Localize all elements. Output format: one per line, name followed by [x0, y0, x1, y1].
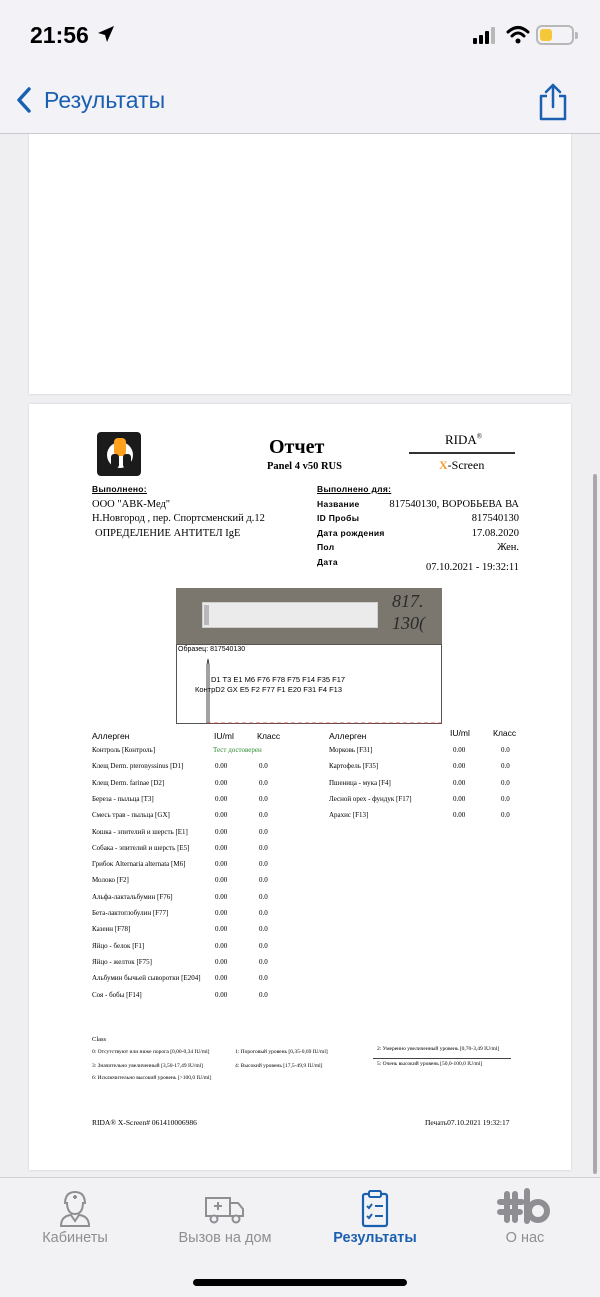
share-icon: [536, 82, 570, 122]
battery-icon: [536, 25, 574, 45]
org-name: ООО "АВК-Мед": [92, 499, 171, 510]
plot-sample-label: Образец: 817540130: [178, 646, 246, 653]
allergen-iu-value: 0.00: [215, 925, 228, 934]
legend-class-6: 6: Исключительно высокий уровень [>100,0 IU/ml]: [92, 1075, 212, 1081]
back-button[interactable]: [16, 86, 165, 114]
status-time: 21:56: [30, 22, 89, 48]
tab-home-visit[interactable]: Вызов на дом: [150, 1178, 300, 1258]
allergen-class-value: 0.0: [259, 941, 268, 950]
allergen-class-value: 0.0: [501, 811, 510, 820]
org-address: Н.Новгород , пер. Спортсменский д.12: [92, 513, 265, 524]
cellular-signal-icon: [473, 27, 497, 49]
allergen-iu-value: 0.00: [453, 778, 466, 787]
status-bar: [0, 0, 600, 72]
allergen-iu-value: 0.00: [215, 909, 228, 917]
back-button-label: Результаты: [44, 86, 166, 113]
allergen-name: Контроль [Контроль]: [92, 746, 156, 754]
info-row-birth-date: Дата рождения 17.08.2020: [317, 528, 519, 539]
allergen-iu-value: Тест достоверен: [213, 746, 262, 754]
allergen-name: Грибок Alternaria alternata [M6]: [92, 860, 186, 869]
test-name: ОПРЕДЕЛЕНИЕ АНТИТЕЛ IgE: [95, 528, 241, 539]
allergen-name: Соя - бобы [F14]: [92, 990, 142, 999]
col-header-iu: IU/ml: [214, 731, 234, 741]
table-row: [92, 762, 292, 774]
footer-device-id: RIDA® X-Screen# 061410006986: [92, 1118, 197, 1127]
allergen-name: Собака - эпителий и шерсть [E5]: [92, 843, 190, 852]
plot-labels-row-2: КонтрD2 GX E5 F2 F77 F1 E20 F31 F4 F13: [195, 685, 343, 694]
lab-logo-icon: [97, 432, 141, 476]
table-row: [92, 746, 292, 758]
table-row: [92, 974, 292, 986]
performed-for-label: Выполнено для:: [317, 484, 392, 494]
legend-title: Class: [92, 1036, 107, 1043]
table-row: [92, 860, 292, 872]
allergen-class-value: 0.0: [259, 794, 268, 803]
allergen-iu-value: 0.00: [453, 762, 466, 771]
legend-class-3: 3: Значительно увеличенный [3,50-17,49 IU/ml]: [92, 1063, 204, 1069]
allergen-class-value: 0.0: [259, 778, 268, 787]
allergen-name: Береза - пыльца [T3]: [92, 794, 154, 803]
allergen-class-value: 0.0: [259, 876, 268, 885]
allergen-iu-value: 0.00: [215, 974, 228, 983]
allergen-class-value: 0.0: [259, 909, 268, 917]
col-header-allergen: Аллерген: [92, 731, 130, 741]
truck-icon: [203, 1188, 247, 1233]
allergen-class-value: 0.0: [501, 746, 510, 754]
allergen-name: Смесь трав - пыльца [GX]: [92, 811, 170, 820]
table-row: [92, 828, 292, 840]
wifi-icon: [506, 25, 530, 50]
allergen-iu-value: 0.00: [215, 811, 228, 820]
table-row: [329, 795, 529, 807]
info-row-name: Название 817540130, ВОРОБЬЕВА ВА: [317, 499, 519, 510]
table-row: [92, 811, 292, 823]
tab-about[interactable]: О нас: [450, 1178, 600, 1258]
allergen-class-value: 0.0: [259, 925, 268, 934]
allergen-iu-value: 0.00: [453, 811, 466, 820]
table-row: [92, 893, 292, 905]
table-row: [92, 876, 292, 888]
allergen-iu-value: 0.00: [215, 892, 228, 901]
allergen-name: Альбумин бычьей сыворотки [E204]: [92, 974, 201, 983]
allergen-iu-value: 0.00: [215, 860, 228, 869]
plot-labels-row-1: D1 T3 E1 M6 F76 F78 F75 F14 F35 F17: [211, 675, 346, 684]
allergen-name: Картофель [F35]: [329, 762, 379, 771]
allergen-name: Бета-лактоглобулин [F77]: [92, 909, 169, 917]
tab-cabinets[interactable]: Кабинеты: [0, 1178, 150, 1258]
allergen-name: Клещ Derm. pteronyssinus [D1]: [92, 762, 184, 771]
tab-results[interactable]: Результаты: [300, 1178, 450, 1258]
allergen-class-value: 0.0: [501, 762, 510, 771]
col-header-class-2: Класс: [493, 728, 517, 738]
allergen-iu-value: 0.00: [215, 990, 228, 999]
allergen-name: Лесной орех - фундук [F17]: [329, 794, 412, 803]
share-button[interactable]: [536, 82, 570, 127]
allergen-class-value: 0.0: [259, 762, 268, 771]
table-row: [329, 746, 529, 758]
legend-class-0: 0: Отсутствуют или ниже порога [0,00-0,34 IU/ml]: [92, 1049, 210, 1055]
allergen-class-value: 0.0: [259, 974, 268, 983]
allergen-name: Арахис [F13]: [329, 811, 369, 820]
document-viewer[interactable]: [0, 134, 600, 1177]
table-row: [329, 811, 529, 823]
signal-plot: [176, 644, 442, 724]
report-title: Отчет: [269, 436, 325, 458]
allergen-name: Яйцо - желток [F75]: [92, 957, 153, 966]
allergen-iu-value: 0.00: [215, 843, 228, 852]
navigation-bar: [0, 72, 600, 134]
footer-print-date: Печать07.10.2021 19:32:17: [425, 1118, 510, 1127]
table-row: [92, 795, 292, 807]
legend-class-5: 5: Очень высокий уровень [50,0-100,0 IU/ml]: [377, 1061, 483, 1067]
allergen-class-value: 0.0: [259, 827, 268, 836]
allergen-class-value: 0.0: [259, 860, 268, 869]
allergen-iu-value: 0.00: [215, 941, 228, 950]
allergen-iu-value: 0.00: [215, 778, 228, 787]
allergen-name: Кошка - эпителий и шерсть [E1]: [92, 827, 188, 836]
doctor-icon: [55, 1188, 95, 1233]
chevron-left-icon: [16, 86, 32, 114]
home-indicator[interactable]: [193, 1279, 407, 1286]
allergen-name: Морковь [F31]: [329, 746, 373, 754]
legend-class-2: 2: Умеренно увеличенный уровень [0,70-3,49 IU/ml]: [377, 1046, 500, 1052]
allergen-class-value: 0.0: [501, 778, 510, 787]
document-page-report: Отчет Panel 4 v50 RUS RIDA® X-Screen Выполнено: Выполнено для: ООО "АВК-Мед" Н.Новгород , пер. Спортсменский д.12 ОПРЕДЕЛЕНИЕ АНТИТЕЛ IgE Название 817540130, ВОРОБЬЕВА ВА ID Пробы 817540130 Дата рождения 17.08.2020 Пол Жен. Дата 07.10.2021 - 19:32:11 817. 130( Образец: 817540130 D1 T3 E1 M6 F76 F78 F75 F14 F35 F17 КонтрD2 GX E5 F2 F77 F1 E20 F31 F4 F13 Аллерген IU/ml Класс Аллерген IU/ml Класс Контроль [Контроль] Тест достоверен Клещ Derm. pteronyssinus [D1] 0.00 0.0 Клещ Derm. farinae [D2] 0.00 0.0 Береза - пыльца [T3] 0.00 0.0 Смесь трав - пыльца [GX] 0.00 0.0 Кошка - эпителий и шерсть [E1] 0.00 0.0 Собака - эпителий и шерсть [E5] 0.00 0.0 Грибок Alternaria alternata [M6] 0.00 0.0 Молоко [F2] 0.00 0.0 Альфа-лактальбумин [F76] 0.00 0.0 Бета-лактоглобулин [F77] 0.00 0.0 Казеин [F78] 0.00 0.0 Яйцо - белок [F1] 0.00 0.0 Яйцо - желток [F75] 0.00 0.0 Альбумин бычьей сыворотки [E204] 0.00 0.0 Соя - бобы [F14] 0.00 0.0 Морковь [F31] 0.00 0.0 Картофель [F35] 0.00 0.0 Пшеница - мука [F4] 0.00 0.0 Лесной орех - фундук [F17] 0.00 0.0 Арахис [F13] 0.00 0.0 Class 0: Отсутствуют или ниже порога [0,00-0,34 IU/ml] 1: Пороговый уровень [0,35-0,69 IU/ml] 2: Умеренно увеличенный уровень [0,70-3,49 IU/ml] 3: Значительно увеличенный [3,50-17,49 IU/ml] 4: Высокий уровень [17,5-49,9 IU/ml] 5: Очень высокий уровень [50,0-100,0 IU/ml] 6: Исключительно высокий уровень [>100,0 IU/ml] RIDA® X-Screen# 061410006986 Печать07.10.2021 19:32:17: [29, 404, 571, 1170]
allergen-iu-value: 0.00: [215, 762, 228, 771]
table-row: [92, 942, 292, 954]
allergen-iu-value: 0.00: [215, 957, 228, 966]
allergen-name: Альфа-лактальбумин [F76]: [92, 892, 173, 901]
table-row: [92, 909, 292, 921]
allergen-class-value: 0.0: [259, 811, 268, 820]
allergen-name: Казеин [F78]: [92, 925, 131, 934]
allergen-name: Клещ Derm. farinae [D2]: [92, 778, 165, 787]
table-row: [92, 844, 292, 856]
table-row: [92, 991, 292, 1003]
allergen-iu-value: 0.00: [215, 827, 228, 836]
info-row-date: Дата 07.10.2021 - 19:32:11: [317, 557, 519, 573]
allergen-class-value: 0.0: [259, 843, 268, 852]
report-subtitle: Panel 4 v50 RUS: [267, 461, 342, 472]
allergen-class-value: 0.0: [259, 990, 268, 999]
location-arrow-icon: [96, 24, 116, 49]
logo-hb-icon: [497, 1188, 553, 1233]
allergen-name: Пшеница - мука [F4]: [329, 778, 391, 787]
info-row-sample-id: ID Пробы 817540130: [317, 513, 519, 524]
performed-by-label: Выполнено:: [92, 484, 147, 494]
allergen-name: Яйцо - белок [F1]: [92, 941, 145, 950]
document-page-previous: [29, 134, 571, 394]
allergen-iu-value: 0.00: [215, 876, 228, 885]
allergen-name: Молоко [F2]: [92, 876, 129, 885]
allergen-class-value: 0.0: [501, 794, 510, 803]
col-header-allergen-2: Аллерген: [329, 731, 367, 741]
test-strip-photo: 817. 130(: [176, 588, 442, 645]
col-header-iu-2: IU/ml: [450, 728, 470, 738]
info-row-sex: Пол Жен.: [317, 542, 519, 553]
table-row: [329, 762, 529, 774]
signature-line: [373, 1058, 511, 1059]
allergen-class-value: 0.0: [259, 957, 268, 966]
table-row: [329, 779, 529, 791]
allergen-iu-value: 0.00: [215, 794, 228, 803]
col-header-class: Класс: [257, 731, 281, 741]
table-row: [92, 958, 292, 970]
allergen-iu-value: 0.00: [453, 794, 466, 803]
legend-class-4: 4: Высокий уровень [17,5-49,9 IU/ml]: [235, 1063, 323, 1069]
scrollbar[interactable]: [593, 474, 597, 1174]
allergen-iu-value: 0.00: [453, 746, 466, 754]
legend-class-1: 1: Пороговый уровень [0,35-0,69 IU/ml]: [235, 1049, 328, 1055]
clipboard-icon: [357, 1188, 393, 1233]
allergen-class-value: 0.0: [259, 892, 268, 901]
table-row: [92, 925, 292, 937]
table-row: [92, 779, 292, 791]
